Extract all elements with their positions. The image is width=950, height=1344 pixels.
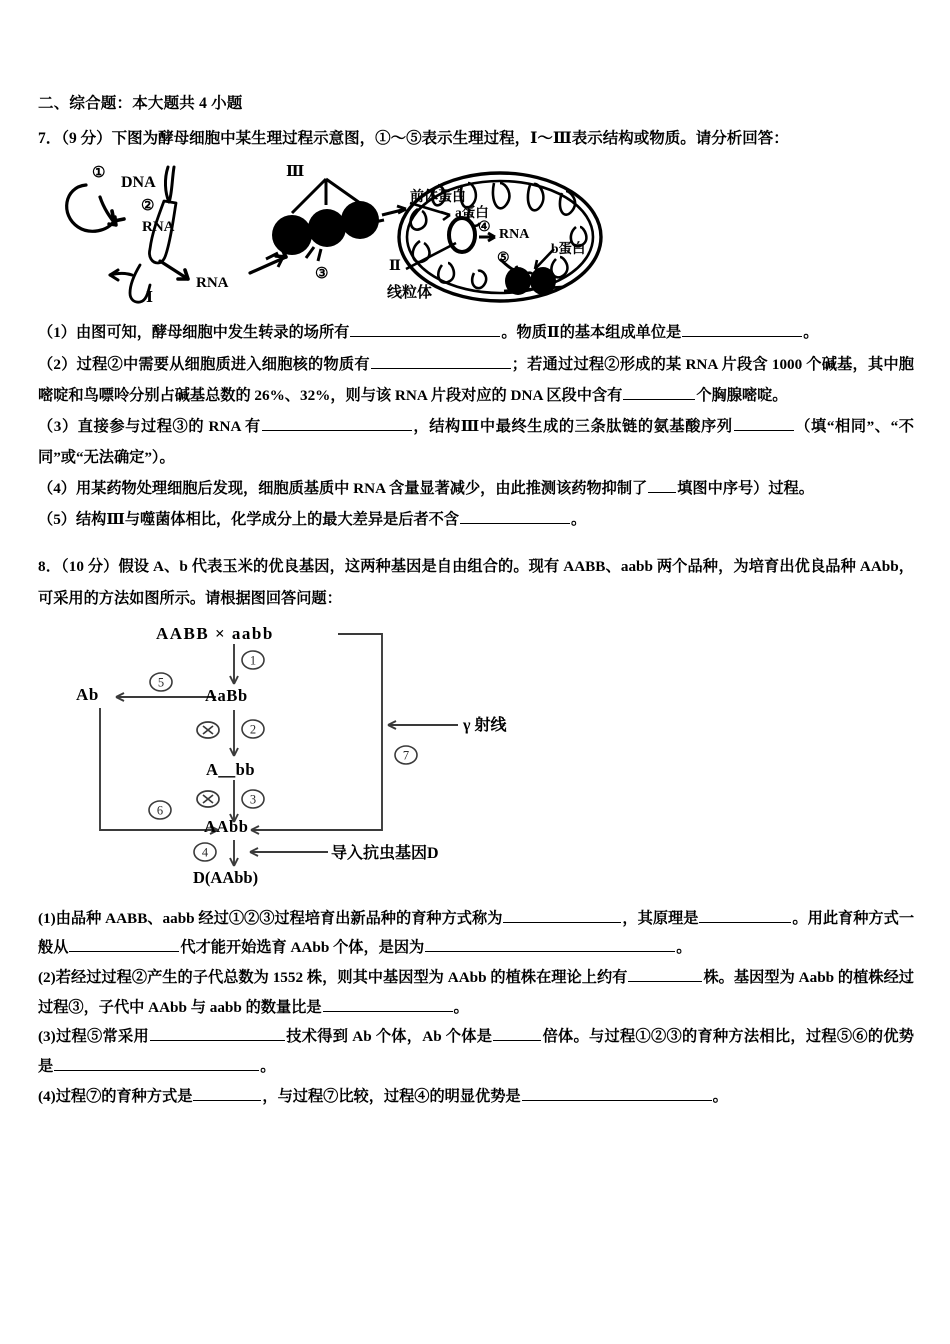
label-structure-3: Ⅲ <box>286 164 305 181</box>
q7-sub3-part-a: （3）直接参与过程③的 RNA 有 <box>38 417 261 435</box>
q7-sub1-part-b: 。物质Ⅱ的基本组成单位是 <box>501 324 682 342</box>
answer-blank[interactable] <box>323 996 453 1011</box>
answer-blank[interactable] <box>262 415 412 430</box>
label-protein-a: a蛋白 <box>455 205 489 221</box>
answer-blank[interactable] <box>628 967 702 982</box>
page-content <box>38 92 914 1111</box>
svg-text:1: 1 <box>249 653 257 668</box>
q8-sub3-part-d: 。 <box>260 1057 276 1075</box>
q8-sub4-part-b: ，与过程⑦比较，过程④的明显优势是 <box>262 1087 521 1105</box>
yeast-cell-process-diagram <box>38 157 914 309</box>
answer-blank[interactable] <box>734 415 794 430</box>
q8-sub-4 <box>38 1082 914 1112</box>
flowchart-gene-introduction: 导入抗虫基因D <box>331 844 439 862</box>
answer-blank[interactable] <box>503 907 621 922</box>
label-rna-nucleus: RNA <box>142 219 175 236</box>
svg-text:4: 4 <box>201 845 209 860</box>
q7-score: （9 分） <box>61 130 112 148</box>
answer-blank[interactable] <box>150 1026 285 1041</box>
q7-sub2-part-b: ；若通过过程②形成的某 RNA 片段含 1000 个碱基，其中胞嘧啶和鸟嘌呤分别占碱基总数的 26%、32%，则与该 RNA 片段对应的 DNA 区段中含有 <box>38 355 914 404</box>
svg-text:5: 5 <box>157 675 165 690</box>
q7-sub4-part-b: 填图中序号）过程。 <box>677 480 814 498</box>
answer-blank[interactable] <box>682 322 802 337</box>
label-protein-b: b蛋白 <box>551 241 586 257</box>
answer-blank[interactable] <box>623 384 695 399</box>
section-heading: 二、综合题：本大题共 4 小题 <box>38 95 243 112</box>
ribosome-group <box>266 179 406 267</box>
q7-sub-1 <box>38 317 914 348</box>
q8-sub-1 <box>38 904 914 963</box>
label-process-4: ④ <box>478 220 491 236</box>
answer-blank[interactable] <box>493 1026 541 1041</box>
q8-number: 8． <box>38 558 62 576</box>
label-process-1: ① <box>92 165 106 182</box>
answer-blank[interactable] <box>69 937 179 952</box>
q8-sub1-part-b: ，其原理是 <box>622 909 699 927</box>
flowchart-haploid: Ab <box>76 684 99 704</box>
answer-blank[interactable] <box>699 907 791 922</box>
label-rna-cytoplasm: RNA <box>196 275 229 292</box>
q7-sub-4 <box>38 473 914 504</box>
label-precursor-protein: 前体蛋白 <box>410 190 466 206</box>
q7-sub1-part-c: 。 <box>803 324 819 342</box>
q7-sub-5 <box>38 504 914 535</box>
q7-sub2-part-a: （2）过程②中需要从细胞质进入细胞核的物质有 <box>38 355 370 373</box>
answer-blank[interactable] <box>54 1056 259 1071</box>
q7-sub-3 <box>38 411 914 473</box>
q7-stem-text: 下图为酵母细胞中某生理过程示意图，①～⑤表示生理过程，Ⅰ～Ⅲ表示结构或物质。请分析回答： <box>111 130 789 148</box>
svg-text:6: 6 <box>156 803 164 818</box>
q8-sub4-part-c: 。 <box>712 1087 728 1105</box>
q8-sub1-part-e: 。 <box>676 939 692 957</box>
flowchart-f1: AaBb <box>205 685 248 705</box>
q8-sub2-part-b: 株。基因型为 Aabb 的植株经过过程③，子代中 AAbb 与 aabb 的数量比是 <box>38 969 914 1016</box>
label-rna-mito: RNA <box>499 227 530 243</box>
q8-sub1-part-c: 。用此育种方式一般从 <box>38 909 915 957</box>
q8-sub3-part-a: (3)过程⑤常采用 <box>38 1028 149 1046</box>
q7-sub3-part-b: ，结构Ⅲ中最终生成的三条肽链的氨基酸序列 <box>412 417 733 435</box>
q8-sub1-part-a: (1)由品种 AABB、aabb 经过①②③过程培育出新品种的育种方式称为 <box>38 909 503 927</box>
answer-blank[interactable] <box>425 937 675 952</box>
label-process-5: ⑤ <box>497 251 510 267</box>
q8-sub2-part-c: 。 <box>453 998 469 1016</box>
flowchart-transgenic: D(AAbb) <box>193 867 259 887</box>
q8-sub2-part-a: (2)若经过过程②产生的子代总数为 1552 株，则其中基因型为 AAbb 的植株在理论上约有 <box>38 969 628 987</box>
q8-sub-2 <box>38 963 914 1022</box>
label-process-3: ③ <box>315 266 329 283</box>
q7-sub-2 <box>38 349 914 411</box>
q7-sub5-part-b: 。 <box>570 511 587 529</box>
q7-sub5-part-a: （5）结构Ⅲ与噬菌体相比，化学成分上的最大差异是后者不含 <box>38 511 459 529</box>
answer-blank[interactable] <box>522 1085 712 1100</box>
svg-text:7: 7 <box>402 748 410 763</box>
flowchart-f3: AAbb <box>204 816 249 836</box>
q7-sub3-part-c: （填“相同”、“不同”或“无法确定”）。 <box>38 417 914 466</box>
answer-blank[interactable] <box>648 478 676 493</box>
answer-blank[interactable] <box>350 322 500 337</box>
q7-sub2-part-c: 个胸腺嘧啶。 <box>696 386 788 404</box>
answer-blank[interactable] <box>193 1085 261 1100</box>
q7-sub4-part-a: （4）用某药物处理细胞后发现，细胞质基质中 RNA 含量显著减少，由此推测该药物抑制了 <box>38 480 648 498</box>
q7-number: 7． <box>38 130 62 148</box>
q8-score: （10 分） <box>61 558 119 576</box>
question-8-stem <box>38 551 914 613</box>
label-structure-1: Ⅰ <box>146 290 154 307</box>
q8-sub-3 <box>38 1022 914 1081</box>
q7-sub1-part-a: （1）由图可知，酵母细胞中发生转录的场所有 <box>38 324 350 342</box>
breeding-flowchart-svg <box>38 622 914 894</box>
flowchart-f2: A＿bb <box>206 759 256 779</box>
flowchart-gamma-ray: γ 射线 <box>463 716 507 734</box>
q8-sub3-part-b: 技术得到 Ab 个体，Ab 个体是 <box>285 1028 493 1046</box>
label-structure-2: Ⅱ <box>389 259 401 275</box>
q8-sub1-part-d: 代才能开始选育 AAbb 个体，是因为 <box>180 939 425 957</box>
q8-stem-text: 假设 A、b 代表玉米的优良基因，这两种基因是自由组合的。现有 AABB、aabb 两个品种，为培育出优良品种 AAbb，可采用的方法如图所示。请根据图回答问题： <box>38 558 914 607</box>
label-mitochondrion: 线粒体 <box>387 285 433 302</box>
label-dna: DNA <box>121 174 156 192</box>
question-7-stem <box>38 126 914 151</box>
maize-breeding-flowchart <box>38 622 914 894</box>
q8-sub4-part-a: (4)过程⑦的育种方式是 <box>38 1087 193 1105</box>
answer-blank[interactable] <box>371 353 511 368</box>
answer-blank[interactable] <box>460 509 570 524</box>
label-process-2: ② <box>141 198 155 215</box>
svg-text:3: 3 <box>249 792 257 807</box>
flowchart-parents: AABB × aabb <box>156 623 274 643</box>
q8-sub3-part-c: 倍体。与过程①②③的育种方法相比，过程⑤⑥的优势是 <box>38 1028 914 1075</box>
svg-text:2: 2 <box>249 722 257 737</box>
